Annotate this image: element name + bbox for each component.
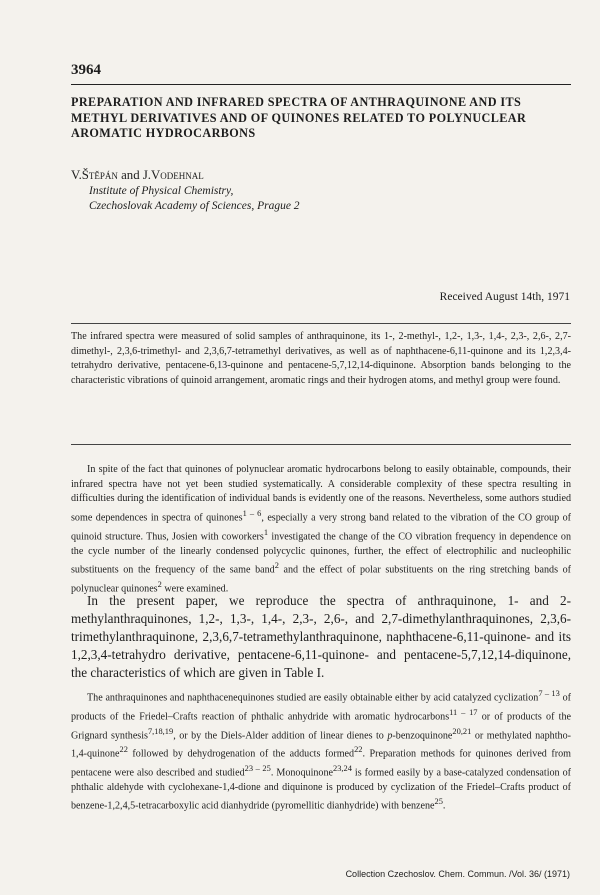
author-1-name: Štěpán — [81, 168, 118, 182]
methods-text-6: followed by dehydrogenation of the adducts formed — [127, 748, 355, 760]
methods-text-4: , or by the Diels-Alder addition of linear dienes to — [173, 729, 388, 741]
methods-text-1: The anthraquinones and naphthacenequinones studied are easily obtainable either by acid catalyzed cyclization — [87, 692, 539, 704]
affiliation — [89, 184, 300, 214]
intro-text-2: , especially a very strong band related to the vibration of the CO group of quinoid structure. Thus, Josien with coworkers — [71, 512, 572, 543]
authors — [71, 168, 204, 183]
methods-text-4b: -benzoquinone — [392, 729, 453, 741]
methods-italic-p: p — [387, 729, 393, 741]
methods-ref-8: 23,24 — [333, 764, 352, 774]
affiliation-line-2: Czechoslovak Academy of Sciences, Prague 2 — [89, 200, 300, 212]
abstract-bottom-rule — [71, 444, 571, 445]
methods-ref-7: 23 – 25 — [244, 764, 271, 774]
methods-ref-3: 7,18,19 — [147, 726, 174, 736]
intro-ref-2: 1 — [263, 527, 269, 537]
methods-text-7: . Preparation methods for quinones derived from pentacene were also described and studied — [71, 748, 571, 779]
intro-text-3: investigated the change of the CO vibration frequency in dependence on the cycle number of the linearly condensed polycyclic quinones, further, the effect of electrophilic and nucleophilic substituents on the frequency of the same band — [71, 531, 572, 576]
header-rule — [71, 84, 571, 85]
author-2-name: Vodehnal — [151, 168, 204, 182]
methods-paragraph — [71, 687, 571, 814]
methods-ref-6: 22 — [354, 745, 363, 755]
methods-ref-4: 20,21 — [452, 726, 472, 736]
methods-text-3: or of products of the Grignard synthesis — [71, 711, 571, 741]
methods-ref-5: 22 — [119, 745, 128, 755]
intro-ref-1: 1 – 6 — [242, 508, 262, 518]
intro-text-1: In spite of the fact that quinones of polynuclear aromatic hydrocarbons belong to easily obtainable, compounds, their infrared spectra have not yet been studied systematically. A considerable complexity of these spectra resulting in difficulties during the identification of individual bands is evidently one of the reasons. Nevertheless, some authors studied some dependences in spectra of quinones — [71, 464, 571, 524]
methods-text-2: of products of the Friedel–Crafts reaction of phthalic anhydride with aromatic hydrocarbons — [71, 692, 572, 723]
intro-ref-4: 2 — [157, 580, 162, 590]
author-2-initial: J. — [142, 168, 151, 182]
article-title: PREPARATION AND INFRARED SPECTRA OF ANTHRAQUINONE AND ITS METHYL DERIVATIVES AND OF QUINONES RELATED TO POLYNUCLEAR AROMATIC HYDROCARBONS — [71, 95, 527, 140]
journal-footer: Collection Czechoslov. Chem. Commun. /Vol. 36/ (1971) — [345, 869, 570, 879]
received-date: Received August 14th, 1971 — [439, 291, 570, 303]
author-1-initial: V. — [71, 168, 82, 182]
abstract: The infrared spectra were measured of solid samples of anthraquinone, its 1-, 2-methyl-, 1,2-, 1,3-, 1,4-, 2,3-, 2,6-, 2,7-dimethyl-, 2,3,6-trimethyl- and 2,3,6,7-tetramethyl derivatives, as well as of naphthacene-6,11-quinone and its 1,2,3,4-tetrahydro derivative, pentacene-6,13-quinone and pentacene-5,7,12,14-diquinone. Absorption bands belonging to the characteristic vibrations of quinoid arrangement, aromatic rings and their hydrogen atoms, and methyl group were found. — [71, 331, 571, 386]
intro-text-4: and the effect of polar substituents on the ring stretching bands of polynuclear quinones — [71, 564, 572, 595]
methods-text-5: or methylated naphtho-1,4-quinone — [71, 729, 571, 760]
page-number: 3964 — [71, 62, 101, 78]
intro-text-5: were examined. — [161, 583, 229, 595]
present-paper-paragraph: In the present paper, we reproduce the spectra of anthraquinone, 1- and 2-methylanthraquinones, 1,2-, 1,3-, 1,4-, 2,3-, 2,6-, and 2,7-dimethylanthraquinones, 2,3,6-trimethylanthraquinone, 2,3,6,7-tetramethylanthraquinone, naphthacene-6,11-quinone- and its 1,2,3,4-tetrahydro derivative, pentacene-6,11-quinone- and pentacene-5,7,12,14-diquinone, the characteristics of which are given in Table I. — [71, 593, 571, 680]
abstract-top-rule — [71, 323, 571, 324]
intro-ref-3: 2 — [274, 561, 279, 571]
methods-text-8: . Monoquinone — [270, 767, 333, 779]
methods-ref-2: 11 – 17 — [449, 707, 478, 717]
author-and: and — [121, 168, 140, 182]
methods-text-9: is formed easily by a base-catalyzed condensation of phthalic aldehyde with cyclohexane-1,4-dione and diquinone is produced by cyclization of the Friedel–Crafts product of benzene-1,2,4,5-tetracarboxylic acid dianhydride (pyromellitic dianhydride) with benzene — [71, 767, 572, 812]
methods-text-10: . — [442, 800, 446, 812]
methods-ref-9: 25 — [434, 797, 443, 807]
introduction-paragraph — [71, 463, 571, 597]
affiliation-line-1: Institute of Physical Chemistry, — [89, 185, 234, 197]
methods-ref-1: 7 – 13 — [538, 689, 560, 698]
